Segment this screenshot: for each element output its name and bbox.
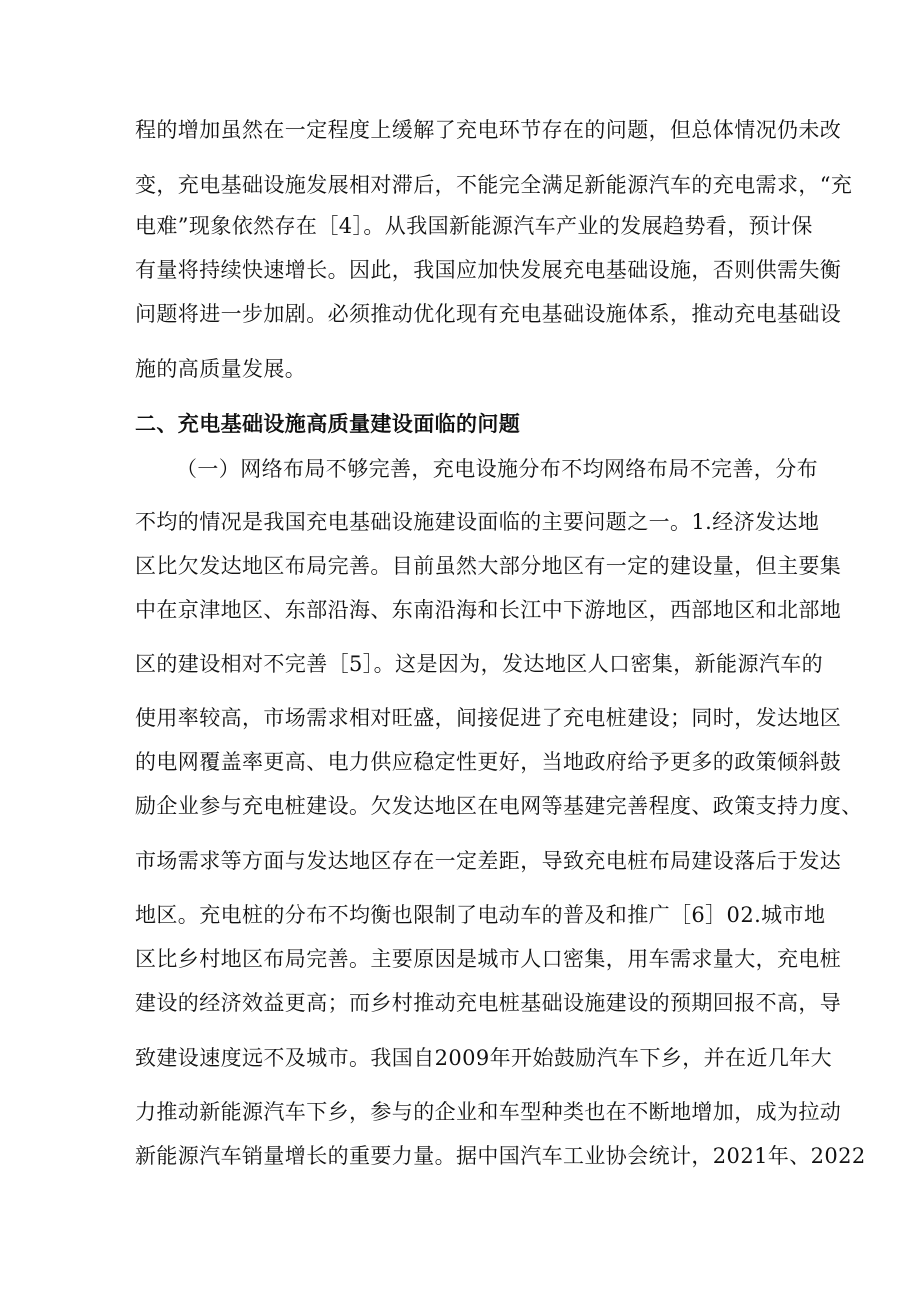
paragraph-line: 变，充电基础设施发展相对滞后，不能完全满足新能源汽车的充电需求，“充 xyxy=(135,173,853,197)
paragraph-line: 新能源汽车销量增长的重要力量。据中国汽车工业协会统计，2021年、2022 xyxy=(135,1144,866,1168)
paragraph-line: 使用率较高，市场需求相对旺盛，间接促进了充电桩建设；同时，发达地区 xyxy=(135,706,842,730)
paragraph-line: 市场需求等方面与发达地区存在一定差距，导致充电桩布局建设落后于发达 xyxy=(135,849,842,873)
paragraph-line: 力推动新能源汽车下乡，参与的企业和车型种类也在不断地增加，成为拉动 xyxy=(135,1100,842,1124)
paragraph-line: 问题将进一步加剧。必须推动优化现有充电基础设施体系，推动充电基础设 xyxy=(135,302,842,326)
paragraph-line: 地区。充电桩的分布不均衡也限制了电动车的普及和推广［6］02.城市地 xyxy=(135,903,826,927)
paragraph-line: 励企业参与充电桩建设。欠发达地区在电网等基建完善程度、政策支持力度、 xyxy=(135,794,863,818)
paragraph-line: 区比乡村地区布局完善。主要原因是城市人口密集，用车需求量大，充电桩 xyxy=(135,947,842,971)
paragraph-line: 建设的经济效益更高；而乡村推动充电桩基础设施建设的预期回报不高，导 xyxy=(135,991,842,1015)
paragraph-line: 有量将持续快速增长。因此，我国应加快发展充电基础设施，否则供需失衡 xyxy=(135,258,842,282)
paragraph-line: 电难”现象依然存在［4］。从我国新能源汽车产业的发展趋势看，预计保 xyxy=(135,214,813,238)
paragraph-line: 的电网覆盖率更高、电力供应稳定性更好，当地政府给予更多的政策倾斜鼓 xyxy=(135,750,842,774)
paragraph-line: 施的高质量发展。 xyxy=(135,357,307,381)
paragraph-line: （一）网络布局不够完善，充电设施分布不均网络布局不完善，分布 xyxy=(176,457,818,481)
paragraph-line: 中在京津地区、东部沿海、东南沿海和长江中下游地区，西部地区和北部地 xyxy=(135,598,842,622)
paragraph-line: 程的增加虽然在一定程度上缓解了充电环节存在的问题，但总体情况仍未改 xyxy=(135,118,842,142)
paragraph-line: 致建设速度远不及城市。我国自2009年开始鼓励汽车下乡，并在近几年大 xyxy=(135,1046,833,1070)
paragraph-line: 区比欠发达地区布局完善。目前虽然大部分地区有一定的建设量，但主要集 xyxy=(135,554,842,578)
paragraph-line: 区的建设相对不完善［5］。这是因为，发达地区人口密集，新能源汽车的 xyxy=(135,652,824,676)
paragraph-line: 不均的情况是我国充电基础设施建设面临的主要问题之一。1.经济发达地 xyxy=(135,510,820,534)
section-heading: 二、充电基础设施高质量建设面临的问题 xyxy=(135,412,521,436)
